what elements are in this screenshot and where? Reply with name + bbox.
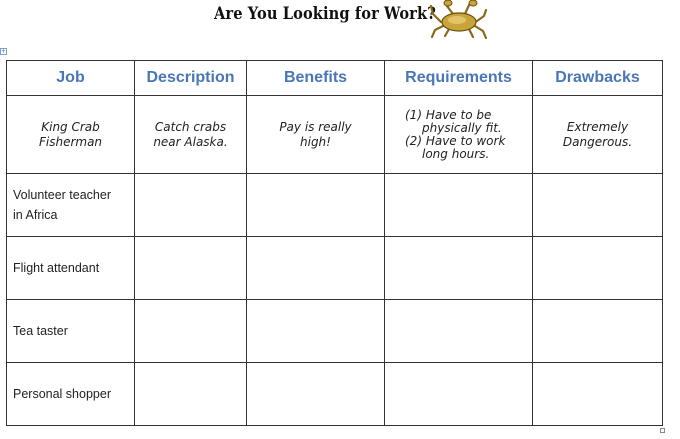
benefits-cell[interactable] (247, 363, 385, 426)
benefits-cell[interactable] (247, 300, 385, 363)
example-row (7, 96, 663, 174)
example-description-line: Catch crabs (154, 119, 227, 134)
benefits-cell[interactable] (247, 174, 385, 237)
job-name-line: Volunteer teacher (13, 188, 111, 202)
job-name-cell[interactable] (7, 300, 135, 363)
description-cell[interactable] (135, 237, 247, 300)
example-drawbacks-cell[interactable] (533, 96, 663, 174)
table-row (7, 174, 663, 237)
header-benefits: Benefits (247, 61, 385, 96)
example-requirement-line: long hours. (422, 146, 490, 161)
job-name-line: in Africa (13, 208, 58, 222)
example-requirements-cell[interactable] (385, 96, 533, 174)
header-drawbacks: Drawbacks (533, 61, 663, 96)
requirements-cell[interactable] (385, 300, 533, 363)
example-benefits-line: Pay is really (279, 119, 352, 134)
table-move-handle[interactable]: + (1, 48, 6, 55)
description-cell[interactable] (135, 300, 247, 363)
example-description-cell[interactable] (135, 96, 247, 174)
requirements-cell[interactable] (385, 363, 533, 426)
example-benefits-cell[interactable] (247, 96, 385, 174)
example-requirement-line: (1) Have to be (405, 107, 492, 122)
title-row (0, 0, 680, 46)
example-description-line: near Alaska. (153, 134, 228, 149)
drawbacks-cell[interactable] (533, 363, 663, 426)
example-drawbacks-line: Extremely (566, 119, 629, 134)
example-drawbacks-line: Dangerous. (562, 134, 633, 149)
job-table (6, 60, 663, 426)
job-name-cell[interactable] (7, 237, 135, 300)
example-requirement-line: physically fit. (422, 120, 502, 135)
job-name-line: Personal shopper (13, 387, 111, 401)
job-name-line: Flight attendant (13, 261, 100, 275)
example-job-line: Fisherman (38, 134, 103, 149)
drawbacks-cell[interactable] (533, 300, 663, 363)
description-cell[interactable] (135, 363, 247, 426)
drawbacks-cell[interactable] (533, 237, 663, 300)
drawbacks-cell[interactable] (533, 174, 663, 237)
page-title: Are You Looking for Work? (214, 4, 436, 24)
table-row (7, 237, 663, 300)
example-job-line: King Crab (41, 119, 100, 134)
header-job: Job (7, 61, 135, 96)
crab-illustration (429, 0, 489, 40)
table-row (7, 300, 663, 363)
job-name-cell[interactable] (7, 363, 135, 426)
table-row (7, 363, 663, 426)
description-cell[interactable] (135, 174, 247, 237)
example-requirement-line: (2) Have to work (405, 133, 506, 148)
requirements-cell[interactable] (385, 237, 533, 300)
example-benefits-line: high! (300, 134, 331, 149)
benefits-cell[interactable] (247, 237, 385, 300)
job-name-line: Tea taster (13, 324, 68, 338)
requirements-cell[interactable] (385, 174, 533, 237)
job-name-cell[interactable] (7, 174, 135, 237)
header-description: Description (135, 61, 247, 96)
table-resize-handle[interactable] (660, 428, 665, 433)
header-requirements: Requirements (385, 61, 533, 96)
example-job-cell[interactable] (7, 96, 135, 174)
header-row (7, 61, 663, 96)
